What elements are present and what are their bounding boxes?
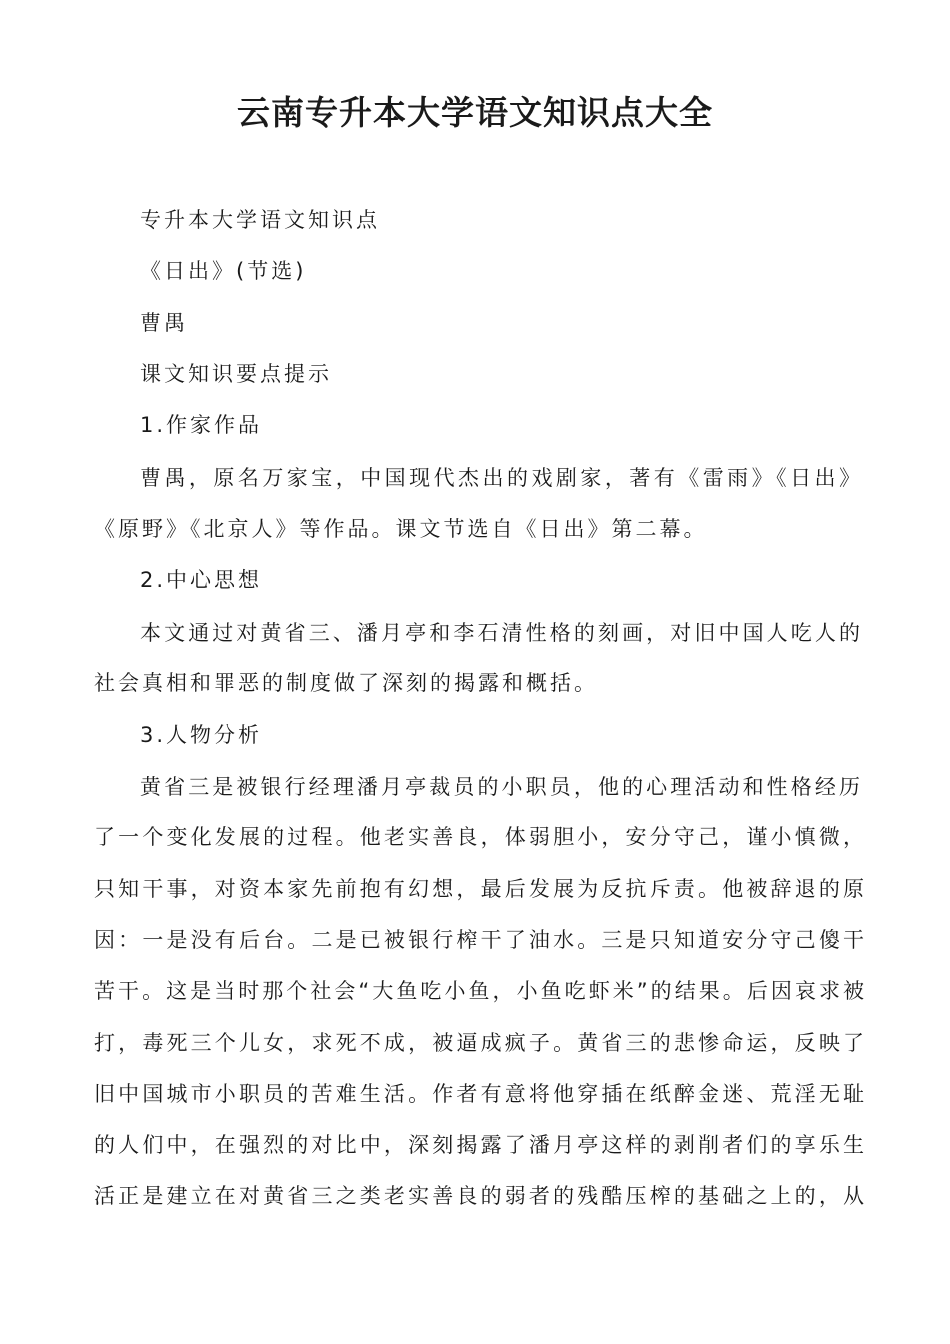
section-heading-2: 2.中心思想: [140, 568, 263, 592]
paragraph-line: 打，毒死三个儿女，求死不成，被逼成疯子。黄省三的悲惨命运，反映了: [94, 1031, 864, 1055]
text-title-line: 《日出》(节选): [140, 259, 307, 283]
paragraph-line: 只知干事，对资本家先前抱有幻想，最后发展为反抗斥责。他被辞退的原: [94, 877, 864, 901]
paragraph-line: 了一个变化发展的过程。他老实善良，体弱胆小，安分守己，谨小慎微，: [94, 825, 864, 849]
paragraph-line: 曹禺，原名万家宝，中国现代杰出的戏剧家，著有《雷雨》《日出》: [140, 466, 860, 490]
paragraph-line: 《原野》《北京人》等作品。课文节选自《日出》第二幕。: [94, 517, 708, 541]
paragraph-line: 黄省三是被银行经理潘月亭裁员的小职员，他的心理活动和性格经历: [140, 775, 860, 799]
paragraph-line: 旧中国城市小职员的苦难生活。作者有意将他穿插在纸醉金迷、荒淫无耻: [94, 1082, 864, 1106]
author-line: 曹禺: [140, 311, 188, 335]
subtitle-line: 专升本大学语文知识点: [140, 208, 380, 232]
section-heading: 课文知识要点提示: [140, 362, 332, 386]
paragraph-line: 社会真相和罪恶的制度做了深刻的揭露和概括。: [94, 671, 598, 695]
paragraph-line: 因：一是没有后台。二是已被银行榨干了油水。三是只知道安分守己傻干: [94, 928, 864, 952]
section-heading-3: 3.人物分析: [140, 723, 263, 747]
paragraph-line: 苦干。这是当时那个社会“大鱼吃小鱼，小鱼吃虾米”的结果。后因哀求被: [94, 979, 864, 1003]
paragraph-line: 活正是建立在对黄省三之类老实善良的弱者的残酷压榨的基础之上的，从: [94, 1184, 864, 1208]
document-title: 云南专升本大学语文知识点大全: [237, 93, 713, 132]
paragraph-line: 的人们中，在强烈的对比中，深刻揭露了潘月亭这样的剥削者们的享乐生: [94, 1133, 864, 1157]
paragraph-line: 本文通过对黄省三、潘月亭和李石清性格的刻画，对旧中国人吃人的: [140, 621, 860, 645]
section-heading-1: 1.作家作品: [140, 413, 263, 437]
